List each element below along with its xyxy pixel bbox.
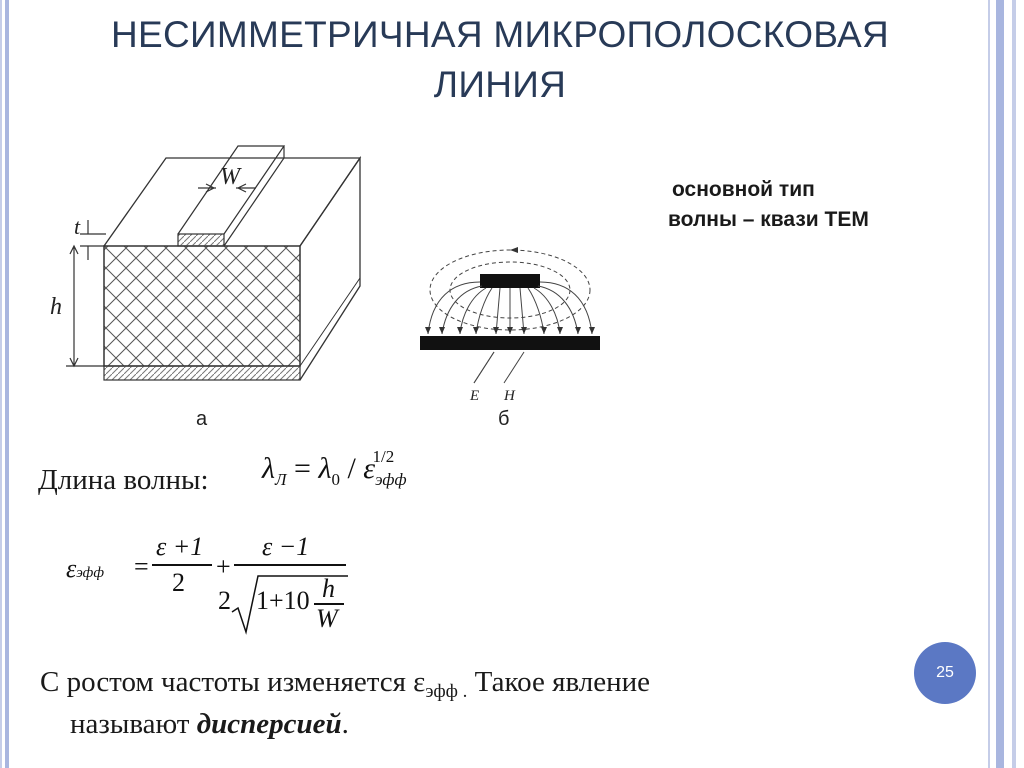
lambda-0-subscript: 0: [331, 470, 340, 489]
fraction-2-numerator: ε −1: [262, 532, 310, 561]
wave-type-note-line-1: основной тип: [672, 178, 815, 201]
radicand: 1+10: [256, 586, 310, 615]
slide-title-line-1: НЕСИММЕТРИЧНАЯ МИКРОПОЛОСКОВАЯ: [110, 14, 890, 55]
epsilon-symbol: ε: [363, 452, 376, 485]
epsilon-eff-subscript: эфф: [375, 470, 407, 489]
caption-a: а: [196, 408, 208, 430]
wavelength-formula: [262, 447, 428, 490]
legend-e-label: E: [470, 388, 480, 404]
label-t: t: [74, 214, 81, 239]
lambda-l-symbol: λ: [262, 452, 275, 485]
dispersion-line-2-text: называют: [70, 708, 197, 740]
dispersion-line-1: [40, 666, 650, 703]
ratio-numerator: h: [322, 574, 335, 603]
slide-border-left: [5, 0, 9, 768]
h-field-arrow: [510, 247, 518, 253]
strip-conductor-end: [178, 234, 224, 246]
lambda-0-symbol: λ: [318, 452, 332, 485]
slide-border-left-thin: [0, 0, 2, 768]
substrate-side-outline: [300, 158, 360, 380]
dispersion-eps-subscript: эфф .: [425, 681, 468, 702]
slide-title: [40, 10, 960, 110]
ground-plane: [104, 366, 300, 380]
exponent-half: 1/2: [372, 447, 395, 466]
slide-title-line-2: ЛИНИЯ: [433, 64, 567, 105]
dispersion-line-1-rest: Такое явление: [467, 666, 651, 698]
slide-border-right-thin: [988, 0, 990, 768]
dispersion-line-2: [70, 708, 349, 741]
legend-e-line-sample: [474, 352, 494, 383]
legend-h-label: H: [504, 388, 515, 404]
ground-plane-b: [420, 336, 600, 350]
caption-b: б: [498, 408, 510, 430]
dispersion-line-2-end: .: [341, 708, 349, 740]
fraction-1-bar: [152, 564, 212, 566]
dispersion-term: дисперсией: [196, 708, 342, 740]
eps-equals: =: [134, 552, 149, 581]
slide-border-right-outer: [1012, 0, 1016, 768]
eps-eff-lhs: [66, 554, 104, 584]
thickness-dimension: [80, 220, 106, 260]
fraction-1-numerator: ε +1: [156, 532, 204, 561]
substrate-front-face: [104, 246, 300, 366]
label-w: W: [220, 164, 240, 190]
legend-leader-lines: [474, 352, 524, 383]
field-lines-figure: [412, 238, 612, 433]
strip-conductor-outline: [178, 146, 284, 246]
wavelength-equals: =: [286, 452, 319, 485]
wavelength-slash: /: [339, 452, 364, 485]
microstrip-cross-section-figure: [46, 128, 386, 438]
fraction-1-denominator: 2: [172, 568, 185, 597]
slide-border-right: [996, 0, 1004, 768]
plus-sign: +: [216, 552, 231, 581]
e-field-arrowheads: [425, 327, 595, 334]
label-h: h: [50, 294, 62, 320]
fraction-2-bar: [234, 564, 346, 566]
strip-conductor: [480, 274, 540, 288]
height-dimension: [66, 246, 104, 366]
wavelength-label: Длина волны:: [38, 464, 209, 496]
eps-symbol: ε: [66, 554, 77, 583]
eps-subscript: эфф: [76, 565, 104, 581]
ratio-denominator: W: [316, 604, 338, 633]
e-field-lines: [428, 282, 592, 334]
lambda-l-subscript: Л: [275, 470, 287, 489]
page-number-badge: [914, 642, 976, 704]
page-number: 25: [936, 664, 954, 681]
denominator-coefficient: 2: [218, 586, 231, 615]
wave-type-note-line-2: волны – квази ТЕМ: [668, 208, 869, 231]
dispersion-line-1-text: С ростом частоты изменяется ε: [40, 666, 426, 698]
